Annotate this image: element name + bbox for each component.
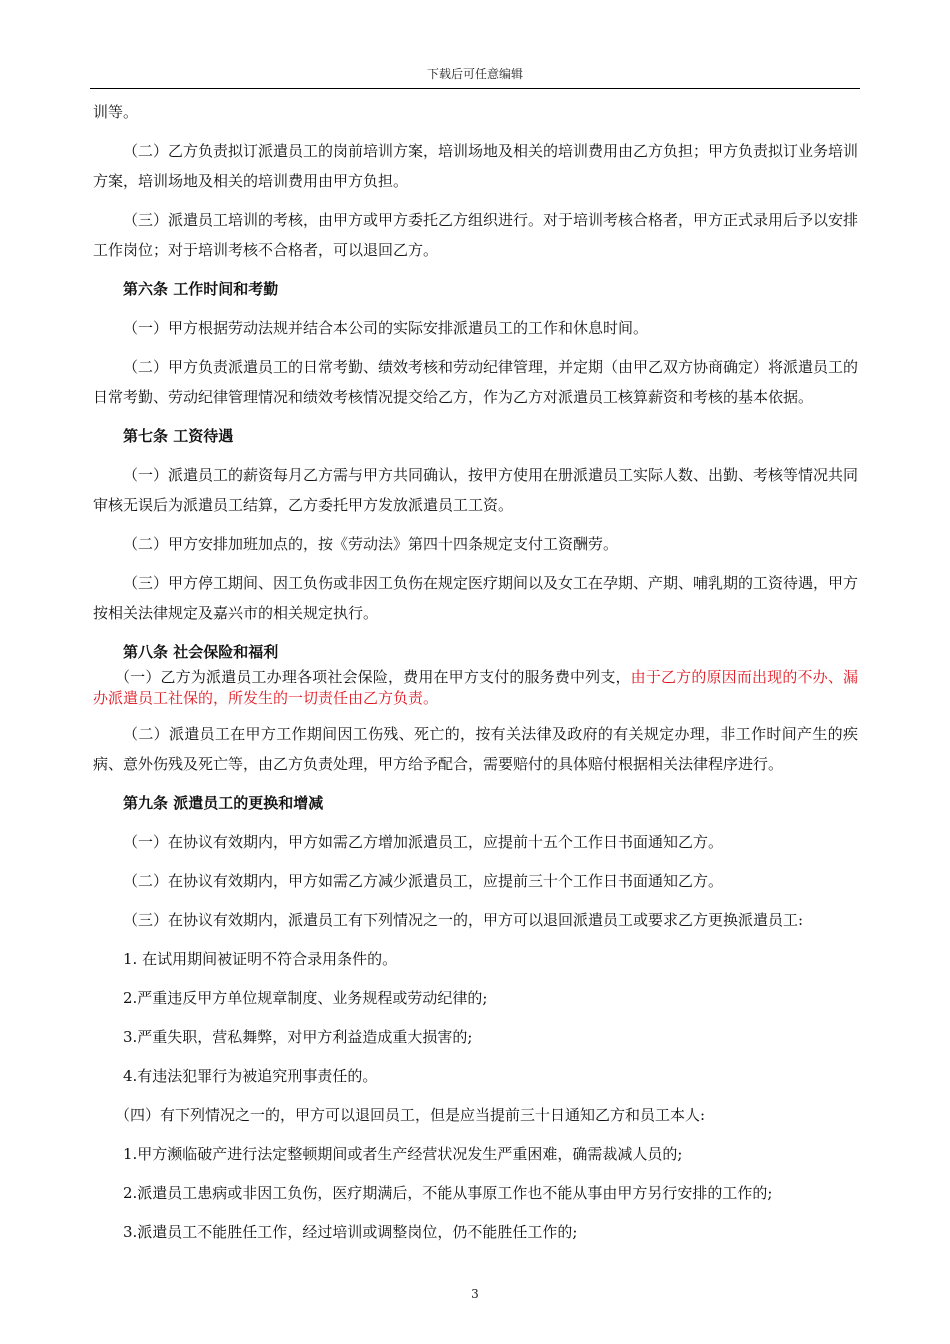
paragraph: （一）甲方根据劳动法规并结合本公司的实际安排派遣员工的工作和休息时间。 (123, 319, 649, 337)
list-item: 1. 在试用期间被证明不符合录用条件的。 (123, 950, 398, 968)
list-item: 3.严重失职，营私舞弊，对甲方利益造成重大损害的; (123, 1028, 473, 1046)
list-item: 3.派遣员工不能胜任工作，经过培训或调整岗位，仍不能胜任工作的; (123, 1223, 578, 1241)
paragraph: （一）派遣员工的薪资每月乙方需与甲方共同确认，按甲方使用在册派遣员工实际人数、出勤、考核等情况共同审核无误后为派遣员工结算，乙方委托甲方发放派遣员工工资。 (93, 466, 859, 514)
list-item: 2.派遣员工患病或非因工负伤，医疗期满后，不能从事原工作也不能从事由甲方另行安排的工作的; (123, 1184, 773, 1202)
paragraph (93, 667, 858, 709)
paragraph: 训等。 (93, 103, 139, 121)
list-item: 2.严重违反甲方单位规章制度、业务规程或劳动纪律的; (123, 989, 488, 1007)
header-rule (90, 88, 860, 89)
highlighted-text: 由于乙方的原因而出现的不办、漏办派遣员工社保的，所发生的一切责任由乙方负责。 (93, 668, 858, 707)
page-header: 下载后可任意编辑 (426, 67, 523, 81)
paragraph: （一）在协议有效期内，甲方如需乙方增加派遣员工，应提前十五个工作日书面通知乙方。 (123, 833, 724, 851)
article-heading-7: 第七条 工资待遇 (123, 427, 234, 445)
list-item: 4.有违法犯罪行为被追究刑事责任的。 (123, 1067, 378, 1085)
paragraph: （二）派遣员工在甲方工作期间因工伤残、死亡的，按有关法律及政府的有关规定办理，非工作时间产生的疾病、意外伤残及死亡等，由乙方负责处理，甲方给予配合，需要赔付的具体赔付根据相关法律程序进行。 (93, 725, 858, 773)
paragraph: （四）有下列情况之一的，甲方可以退回员工，但是应当提前三十日通知乙方和员工本人: (115, 1106, 706, 1124)
paragraph: （二）乙方负责拟订派遣员工的岗前培训方案，培训场地及相关的培训费用由乙方负担；甲方负责拟订业务培训方案，培训场地及相关的培训费用由甲方负担。 (93, 142, 859, 190)
paragraph: （三）在协议有效期内，派遣员工有下列情况之一的，甲方可以退回派遣员工或要求乙方更换派遣员工: (123, 911, 804, 929)
article-heading-9: 第九条 派遣员工的更换和增减 (123, 794, 324, 812)
paragraph: （三）甲方停工期间、因工负伤或非因工负伤在规定医疗期间以及女工在孕期、产期、哺乳期的工资待遇，甲方按相关法律规定及嘉兴市的相关规定执行。 (93, 574, 859, 622)
article-heading-6: 第六条 工作时间和考勤 (123, 280, 279, 298)
page-number: 3 (471, 1287, 479, 1301)
paragraph: （二）在协议有效期内，甲方如需乙方减少派遣员工，应提前三十个工作日书面通知乙方。 (123, 872, 724, 890)
paragraph: （三）派遣员工培训的考核，由甲方或甲方委托乙方组织进行。对于培训考核合格者，甲方正式录用后予以安排工作岗位；对于培训考核不合格者，可以退回乙方。 (93, 211, 859, 259)
document-body (93, 97, 858, 1256)
paragraph: （二）甲方负责派遣员工的日常考勤、绩效考核和劳动纪律管理，并定期（由甲乙双方协商确定）将派遣员工的日常考勤、劳动纪律管理情况和绩效考核情况提交给乙方，作为乙方对派遣员工核算薪资和考核的基本依据。 (93, 358, 859, 406)
list-item: 1.甲方濒临破产进行法定整顿期间或者生产经营状况发生严重困难，确需裁减人员的; (123, 1145, 683, 1163)
paragraph-text: （一）乙方为派遣员工办理各项社会保险，费用在甲方支付的服务费中列支， (115, 668, 631, 686)
paragraph: （二）甲方安排加班加点的，按《劳动法》第四十四条规定支付工资酬劳。 (123, 535, 619, 553)
article-heading-8: 第八条 社会保险和福利 (123, 643, 279, 661)
